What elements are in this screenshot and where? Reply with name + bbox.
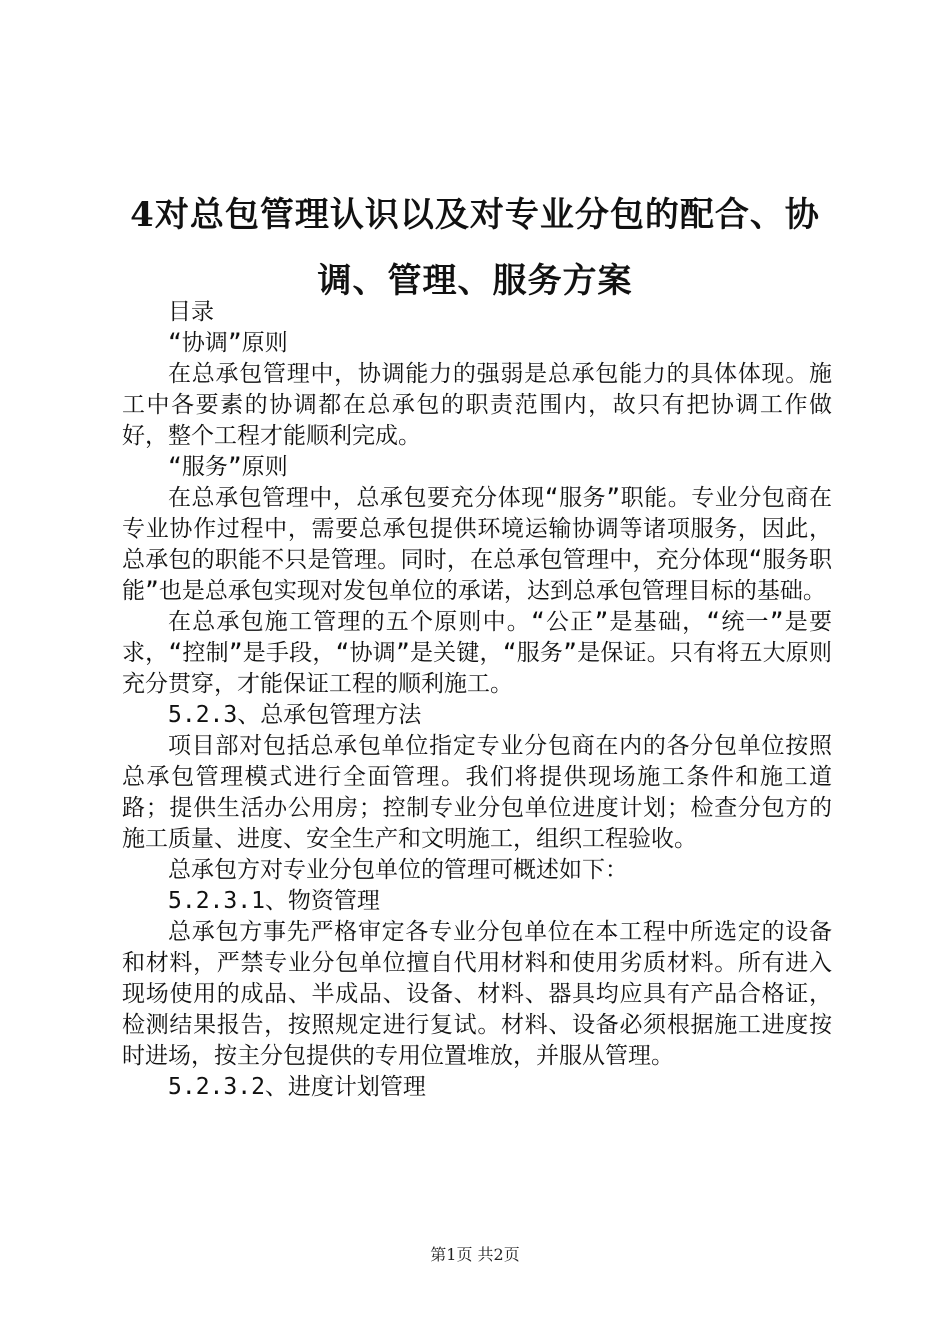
section-heading-5-2-3: 5.2.3、总承包管理方法 <box>168 702 422 728</box>
paragraph: 总承包方对专业分包单位的管理可概述如下： <box>168 857 628 883</box>
section-heading-coordination: “协调”原则 <box>168 330 288 356</box>
section-heading-5-2-3-1: 5.2.3.1、物资管理 <box>168 888 380 914</box>
section-heading-5-2-3-2: 5.2.3.2、进度计划管理 <box>168 1074 426 1100</box>
paragraph: 在总承包管理中，协调能力的强弱是总承包能力的具体体现。施工中各要素的协调都在总承包的职责范围内，故只有把协调工作做好，整个工程才能顺利完成。 <box>122 361 832 449</box>
page-footer: 第1页 共2页 <box>430 1245 520 1264</box>
paragraph: 在总承包管理中，总承包要充分体现“服务”职能。专业分包商在专业协作过程中，需要总承包提供环境运输协调等诸项服务，因此，总承包的职能不只是管理。同时，在总承包管理中，充分体现“服务职能”也是总承包实现对发包单位的承诺，达到总承包管理目标的基础。 <box>122 485 832 604</box>
paragraph: 项目部对包括总承包单位指定专业分包商在内的各分包单位按照总承包管理模式进行全面管理。我们将提供现场施工条件和施工道路；提供生活办公用房；控制专业分包单位进度计划；检查分包方的施工质量、进度、安全生产和文明施工，组织工程验收。 <box>122 733 832 852</box>
paragraph: 总承包方事先严格审定各专业分包单位在本工程中所选定的设备和材料，严禁专业分包单位擅自代用材料和使用劣质材料。所有进入现场使用的成品、半成品、设备、材料、器具均应具有产品合格证，检测结果报告，按照规定进行复试。材料、设备必须根据施工进度按时进场，按主分包提供的专用位置堆放，并服从管理。 <box>122 919 832 1069</box>
document-title: 4对总包管理认识以及对专业分包的配合、协调、管理、服务方案 <box>130 195 820 301</box>
section-heading-service: “服务”原则 <box>168 454 288 480</box>
toc-heading: 目录 <box>168 299 214 325</box>
paragraph: 在总承包施工管理的五个原则中。“公正”是基础，“统一”是要求，“控制”是手段，“协调”是关键，“服务”是保证。只有将五大原则充分贯穿，才能保证工程的顺利施工。 <box>122 609 832 697</box>
document-body <box>122 297 832 1103</box>
